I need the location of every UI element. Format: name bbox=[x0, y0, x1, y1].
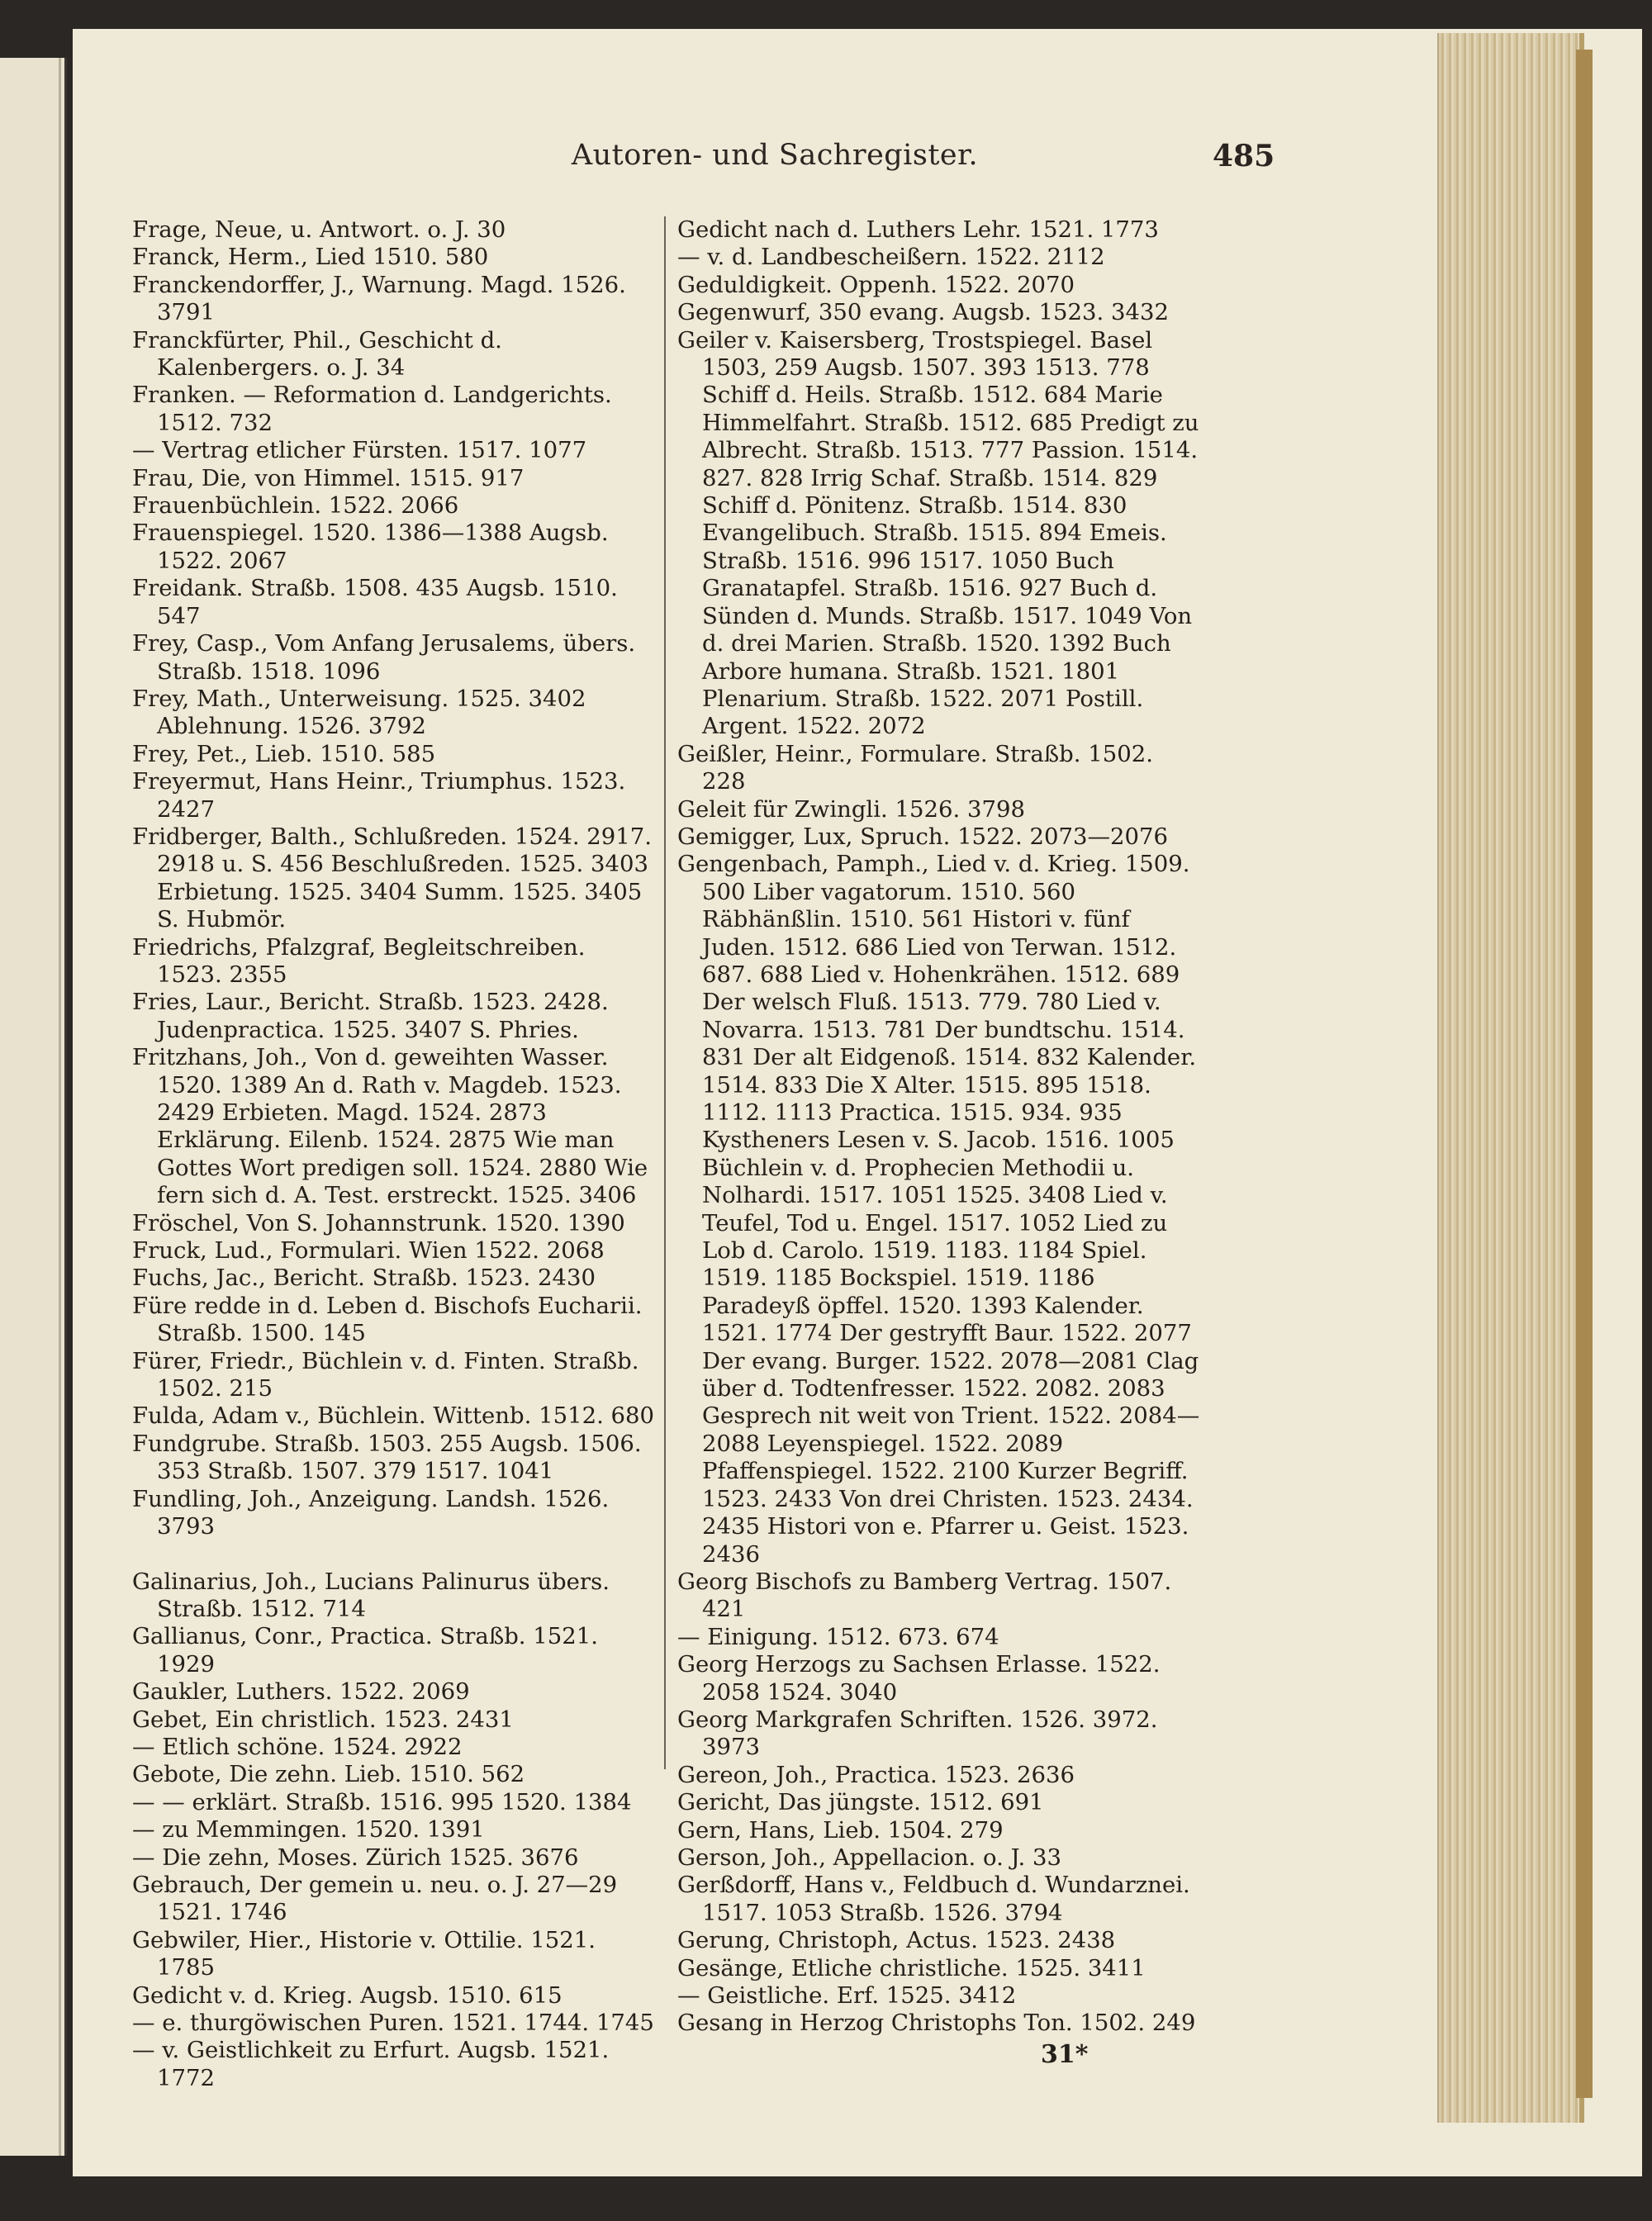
index-entry: Gerson, Joh., Appellacion. o. J. 33 bbox=[677, 1844, 1061, 1871]
index-entry: Geißler, Heinr., Formulare. Straßb. 1502. 228 bbox=[677, 740, 1153, 795]
index-entry: Gerung, Christoph, Actus. 1523. 2438 bbox=[677, 1927, 1116, 1954]
index-entry: Georg Markgrafen Schriften. 1526. 3972. 3973 bbox=[677, 1706, 1158, 1761]
index-entry: Frage, Neue, u. Antwort. o. J. 30 bbox=[132, 216, 506, 243]
index-entry: Fridberger, Balth., Schlußreden. 1524. 2917. 2918 u. S. 456 Beschlußreden. 1525. 3403 Erbietung. 1525. 3404 Summ. 1525. 3405 S. Hubmör. bbox=[132, 823, 653, 933]
index-entry: Fröschel, Von S. Johannstrunk. 1520. 1390 bbox=[132, 1209, 625, 1236]
index-entry: Gern, Hans, Lieb. 1504. 279 bbox=[677, 1816, 1004, 1844]
index-entry: Frauenspiegel. 1520. 1386—1388 Augsb. 1522. 2067 bbox=[132, 520, 609, 574]
index-entry: Gereon, Joh., Practica. 1523. 2636 bbox=[677, 1761, 1075, 1788]
index-entry: Geiler v. Kaisersberg, Trostspiegel. Basel 1503, 259 Augsb. 1507. 393 1513. 778 Schiff d. Heils. Straßb. 1512. 684 Marie Himmelfahrt. Straßb. 1512. 685 Predigt zu Albrecht. Straßb. 1513. 777 Passion. 1514. 827. 828 Irrig Schaf. Straßb. 1514. 829 Schiff d. Pönitenz. Straßb. 1514. 830 Evangelibuch. Straßb. 1515. 894 Emeis. Straßb. 1516. 996 1517. 1050 Buch Granatapfel. Straßb. 1516. 927 Buch d. Sünden d. Munds. Straßb. 1517. 1049 Von d. drei Marien. Straßb. 1520. 1392 Buch Arbore humana. Straßb. 1521. 1801 Plenarium. Straßb. 1522. 2071 Postill. Argent. 1522. 2072 bbox=[677, 326, 1199, 740]
index-entry: Gebet, Ein christlich. 1523. 2431 bbox=[132, 1706, 514, 1733]
running-head: Autoren- und Sachregister. bbox=[571, 139, 979, 172]
index-entry: — Etlich schöne. 1524. 2922 bbox=[132, 1733, 463, 1760]
index-entry: — Geistliche. Erf. 1525. 3412 bbox=[677, 1982, 1017, 2009]
index-entry: Fries, Laur., Bericht. Straßb. 1523. 2428. Judenpractica. 1525. 3407 S. Phries. bbox=[132, 989, 609, 1043]
index-entry: Gebrauch, Der gemein u. neu. o. J. 27—29 1521. 1746 bbox=[132, 1871, 618, 1926]
column-divider bbox=[664, 216, 666, 1769]
index-entry: Friedrichs, Pfalzgraf, Begleitschreiben. 1523. 2355 bbox=[132, 933, 586, 988]
index-entry: Franck, Herm., Lied 1510. 580 bbox=[132, 244, 489, 271]
index-entry: Gerßdorff, Hans v., Feldbuch d. Wundarznei. 1517. 1053 Straßb. 1526. 3794 bbox=[677, 1872, 1190, 1926]
index-entry: Geduldigkeit. Oppenh. 1522. 2070 bbox=[677, 271, 1075, 298]
signature-mark: 31* bbox=[1041, 2040, 1089, 2069]
index-entry: Fulda, Adam v., Büchlein. Wittenb. 1512. 680 bbox=[132, 1402, 655, 1430]
index-entry: Fundgrube. Straßb. 1503. 255 Augsb. 1506. 353 Straßb. 1507. 379 1517. 1041 bbox=[132, 1430, 642, 1485]
index-entry: — Vertrag etlicher Fürsten. 1517. 1077 bbox=[132, 437, 587, 464]
index-entry: Georg Bischofs zu Bamberg Vertrag. 1507. 421 bbox=[677, 1568, 1172, 1623]
index-entry: Gallianus, Conr., Practica. Straßb. 1521. 1929 bbox=[132, 1623, 599, 1678]
book-spine-edge bbox=[1576, 50, 1593, 2098]
index-entry: Gebote, Die zehn. Lieb. 1510. 562 bbox=[132, 1761, 525, 1788]
index-entry: — — erklärt. Straßb. 1516. 995 1520. 1384 bbox=[132, 1788, 632, 1815]
right-column bbox=[677, 216, 1201, 2038]
index-entry: Frau, Die, von Himmel. 1515. 917 bbox=[132, 464, 525, 491]
index-entry: Füre redde in d. Leben d. Bischofs Eucharii. Straßb. 1500. 145 bbox=[132, 1292, 643, 1347]
index-entry: Freyermut, Hans Heinr., Triumphus. 1523. 2427 bbox=[132, 768, 626, 823]
section-gap bbox=[132, 1541, 656, 1568]
index-entry: Fundling, Joh., Anzeigung. Landsh. 1526. 3793 bbox=[132, 1485, 610, 1540]
index-entry: — v. Geistlichkeit zu Erfurt. Augsb. 1521. 1772 bbox=[132, 2037, 610, 2091]
page-header bbox=[73, 132, 1436, 182]
index-entry: Fritzhans, Joh., Von d. geweihten Wasser. 1520. 1389 An d. Rath v. Magdeb. 1523. 2429 Erbieten. Magd. 1524. 2873 Erklärung. Eilenb. 1524. 2875 Wie man Gottes Wort predigen soll. 1524. 2880 Wie fern sich d. A. Test. erstreckt. 1525. 3406 bbox=[132, 1044, 648, 1209]
index-entry: Franken. — Reformation d. Landgerichts. 1512. 732 bbox=[132, 382, 612, 436]
left-column bbox=[132, 216, 656, 2092]
index-entry: Gaukler, Luthers. 1522. 2069 bbox=[132, 1678, 470, 1706]
index-entry: Gebwiler, Hier., Historie v. Ottilie. 1521. 1785 bbox=[132, 1926, 596, 1981]
index-entry: Gedicht v. d. Krieg. Augsb. 1510. 615 bbox=[132, 1981, 563, 2009]
index-entry: Gesang in Herzog Christophs Ton. 1502. 249 bbox=[677, 2010, 1196, 2037]
index-entry: Gedicht nach d. Luthers Lehr. 1521. 1773 bbox=[677, 216, 1159, 243]
index-entry: Gesänge, Etliche christliche. 1525. 3411 bbox=[677, 1954, 1146, 1981]
page-edges bbox=[1437, 33, 1584, 2123]
index-entry: Franckendorffer, J., Warnung. Magd. 1526. 3791 bbox=[132, 271, 626, 326]
index-entry: Franckfürter, Phil., Geschicht d. Kalenbergers. o. J. 34 bbox=[132, 326, 502, 382]
index-entry: Frey, Pet., Lieb. 1510. 585 bbox=[132, 740, 436, 767]
index-entry: Georg Herzogs zu Sachsen Erlasse. 1522. 2058 1524. 3040 bbox=[677, 1651, 1161, 1706]
index-entry: Frey, Math., Unterweisung. 1525. 3402 Ablehnung. 1526. 3792 bbox=[132, 685, 586, 740]
page-number: 485 bbox=[1213, 139, 1275, 173]
index-entry: — zu Memmingen. 1520. 1391 bbox=[132, 1816, 485, 1844]
index-entry: Galinarius, Joh., Lucians Palinurus übers. Straßb. 1512. 714 bbox=[132, 1568, 610, 1622]
index-entry: — v. d. Landbescheißern. 1522. 2112 bbox=[677, 244, 1105, 271]
page-content bbox=[73, 0, 1436, 2221]
index-entry: — Die zehn, Moses. Zürich 1525. 3676 bbox=[132, 1844, 579, 1871]
index-entry: Geleit für Zwingli. 1526. 3798 bbox=[677, 795, 1025, 823]
index-entry: Frauenbüchlein. 1522. 2066 bbox=[132, 492, 459, 520]
index-entry: Freidank. Straßb. 1508. 435 Augsb. 1510. 547 bbox=[132, 575, 618, 629]
index-entry: Gengenbach, Pamph., Lied v. d. Krieg. 1509. 500 Liber vagatorum. 1510. 560 Räbhänßlin. 1510. 561 Histori v. fünf Juden. 1512. 686 Lied von Terwan. 1512. 687. 688 Lied v. Hohenkrähen. 1512. 689 Der welsch Fluß. 1513. 779. 780 Lied v. Novarra. 1513. 781 Der bundtschu. 1514. 831 Der alt Eidgenoß. 1514. 832 Kalender. 1514. 833 Die X Alter. 1515. 895 1518. 1112. 1113 Practica. 1515. 934. 935 Kystheners Lesen v. S. Jacob. 1516. 1005 Büchlein v. d. Prophecien Methodii u. Nolhardi. 1517. 1051 1525. 3408 Lied v. Teufel, Tod u. Engel. 1517. 1052 Lied zu Lob d. Carolo. 1519. 1183. 1184 Spiel. 1519. 1185 Bockspiel. 1519. 1186 Paradeyß öpffel. 1520. 1393 Kalender. 1521. 1774 Der gestryfft Baur. 1522. 2077 Der evang. Burger. 1522. 2078—2081 Clag über d. Todtenfresser. 1522. 2082. 2083 Gesprech nit weit von Trient. 1522. 2084—2088 Leyenspiegel. 1522. 2089 Pfaffenspiegel. 1522. 2100 Kurzer Begriff. 1523. 2433 Von drei Christen. 1523. 2434. 2435 Histori von e. Pfarrer u. Geist. 1523. 2436 bbox=[677, 851, 1200, 1568]
index-entry: Gericht, Das jüngste. 1512. 691 bbox=[677, 1789, 1044, 1816]
left-page-edge bbox=[0, 58, 67, 2156]
index-entry: — e. thurgöwischen Puren. 1521. 1744. 1745 bbox=[132, 2010, 654, 2036]
index-entry: Gegenwurf, 350 evang. Augsb. 1523. 3432 bbox=[677, 299, 1169, 326]
index-entry: Gemigger, Lux, Spruch. 1522. 2073—2076 bbox=[677, 823, 1169, 850]
index-entry: — Einigung. 1512. 673. 674 bbox=[677, 1623, 999, 1650]
index-entry: Fruck, Lud., Formulari. Wien 1522. 2068 bbox=[132, 1237, 605, 1265]
index-entry: Frey, Casp., Vom Anfang Jerusalems, übers. Straßb. 1518. 1096 bbox=[132, 630, 636, 685]
index-entry: Fürer, Friedr., Büchlein v. d. Finten. Straßb. 1502. 215 bbox=[132, 1347, 639, 1402]
index-entry: Fuchs, Jac., Bericht. Straßb. 1523. 2430 bbox=[132, 1265, 596, 1292]
